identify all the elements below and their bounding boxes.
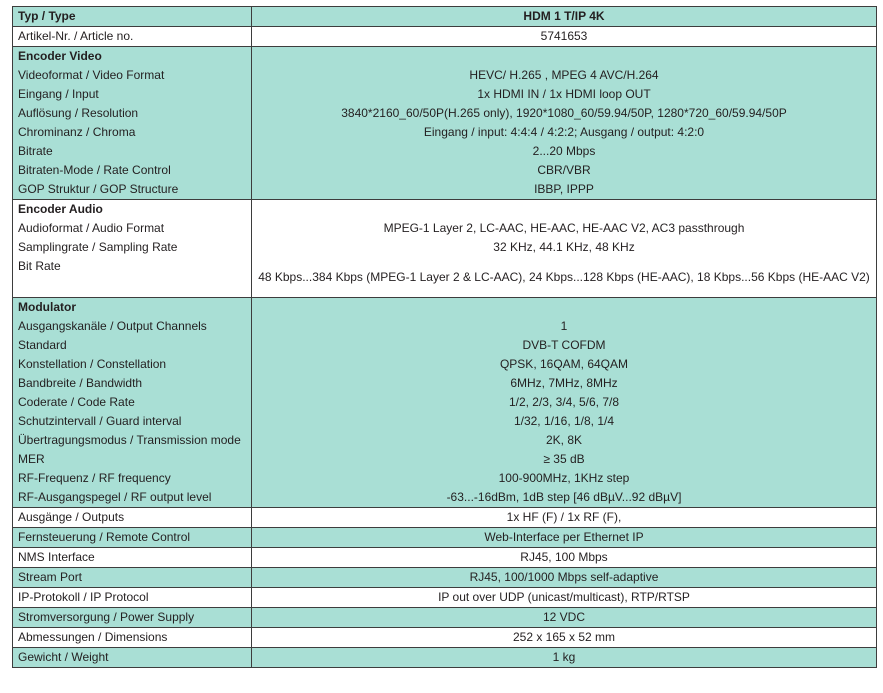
spec-row xyxy=(13,298,877,318)
spec-value xyxy=(252,47,877,67)
spec-label: Ausgänge / Outputs xyxy=(13,508,252,528)
spec-label: Bit Rate xyxy=(13,257,252,298)
spec-label: Chrominanz / Chroma xyxy=(13,123,252,142)
spec-label: Ausgangskanäle / Output Channels xyxy=(13,317,252,336)
spec-value: 1 kg xyxy=(252,648,877,668)
spec-label: Bandbreite / Bandwidth xyxy=(13,374,252,393)
spec-row xyxy=(13,27,877,47)
spec-value: IBBP, IPPP xyxy=(252,180,877,200)
spec-label: Typ / Type xyxy=(13,7,252,27)
spec-value: 5741653 xyxy=(252,27,877,47)
spec-row xyxy=(13,142,877,161)
spec-row xyxy=(13,628,877,648)
spec-row xyxy=(13,588,877,608)
spec-value: -63...-16dBm, 1dB step [46 dBµV...92 dBµV] xyxy=(252,488,877,508)
spec-label: Audioformat / Audio Format xyxy=(13,219,252,238)
spec-row xyxy=(13,257,877,298)
spec-value: 1/32, 1/16, 1/8, 1/4 xyxy=(252,412,877,431)
spec-value: 2K, 8K xyxy=(252,431,877,450)
spec-row xyxy=(13,508,877,528)
spec-value: 6MHz, 7MHz, 8MHz xyxy=(252,374,877,393)
spec-label: GOP Struktur / GOP Structure xyxy=(13,180,252,200)
spec-row xyxy=(13,219,877,238)
spec-value: HDM 1 T/IP 4K xyxy=(252,7,877,27)
spec-value: 1/2, 2/3, 3/4, 5/6, 7/8 xyxy=(252,393,877,412)
spec-value: IP out over UDP (unicast/multicast), RTP/RTSP xyxy=(252,588,877,608)
spec-row xyxy=(13,161,877,180)
spec-table xyxy=(12,6,877,668)
spec-label: Gewicht / Weight xyxy=(13,648,252,668)
spec-row xyxy=(13,450,877,469)
spec-row xyxy=(13,528,877,548)
spec-value: MPEG-1 Layer 2, LC-AAC, HE-AAC, HE-AAC V2, AC3 passthrough xyxy=(252,219,877,238)
spec-label: Encoder Audio xyxy=(13,200,252,220)
spec-value: HEVC/ H.265 , MPEG 4 AVC/H.264 xyxy=(252,66,877,85)
spec-value: DVB-T COFDM xyxy=(252,336,877,355)
spec-label: Auflösung / Resolution xyxy=(13,104,252,123)
spec-label: Encoder Video xyxy=(13,47,252,67)
spec-label: MER xyxy=(13,450,252,469)
spec-label: Bitraten-Mode / Rate Control xyxy=(13,161,252,180)
spec-row xyxy=(13,355,877,374)
spec-row xyxy=(13,431,877,450)
spec-row xyxy=(13,548,877,568)
spec-row xyxy=(13,412,877,431)
spec-label: Coderate / Code Rate xyxy=(13,393,252,412)
spec-row xyxy=(13,200,877,220)
spec-row xyxy=(13,568,877,588)
spec-row xyxy=(13,180,877,200)
spec-row xyxy=(13,336,877,355)
spec-label: Artikel-Nr. / Article no. xyxy=(13,27,252,47)
spec-row xyxy=(13,608,877,628)
spec-table-body xyxy=(13,7,877,668)
spec-label: Modulator xyxy=(13,298,252,318)
spec-value: RJ45, 100/1000 Mbps self-adaptive xyxy=(252,568,877,588)
spec-label: Samplingrate / Sampling Rate xyxy=(13,238,252,257)
spec-value: 48 Kbps...384 Kbps (MPEG-1 Layer 2 & LC-AAC), 24 Kbps...128 Kbps (HE-AAC), 18 Kbps...56 Kbps (HE-AAC V2) xyxy=(252,257,877,298)
spec-label: RF-Ausgangspegel / RF output level xyxy=(13,488,252,508)
spec-row xyxy=(13,85,877,104)
spec-row xyxy=(13,374,877,393)
spec-label: IP-Protokoll / IP Protocol xyxy=(13,588,252,608)
spec-value: Eingang / input: 4:4:4 / 4:2:2; Ausgang / output: 4:2:0 xyxy=(252,123,877,142)
spec-label: Videoformat / Video Format xyxy=(13,66,252,85)
spec-label: Standard xyxy=(13,336,252,355)
spec-value: 32 KHz, 44.1 KHz, 48 KHz xyxy=(252,238,877,257)
spec-label: Fernsteuerung / Remote Control xyxy=(13,528,252,548)
spec-value: RJ45, 100 Mbps xyxy=(252,548,877,568)
spec-row xyxy=(13,393,877,412)
spec-label: Bitrate xyxy=(13,142,252,161)
spec-value: Web-Interface per Ethernet IP xyxy=(252,528,877,548)
spec-label: Abmessungen / Dimensions xyxy=(13,628,252,648)
spec-label: Übertragungsmodus / Transmission mode xyxy=(13,431,252,450)
spec-row xyxy=(13,7,877,27)
spec-value: 3840*2160_60/50P(H.265 only), 1920*1080_60/59.94/50P, 1280*720_60/59.94/50P xyxy=(252,104,877,123)
spec-label: Schutzintervall / Guard interval xyxy=(13,412,252,431)
spec-row xyxy=(13,648,877,668)
spec-value: QPSK, 16QAM, 64QAM xyxy=(252,355,877,374)
spec-row xyxy=(13,123,877,142)
spec-row xyxy=(13,317,877,336)
spec-value: 252 x 165 x 52 mm xyxy=(252,628,877,648)
spec-value: 1 xyxy=(252,317,877,336)
spec-row xyxy=(13,104,877,123)
spec-value: CBR/VBR xyxy=(252,161,877,180)
spec-value: 2...20 Mbps xyxy=(252,142,877,161)
spec-value: 100-900MHz, 1KHz step xyxy=(252,469,877,488)
spec-label: Stromversorgung / Power Supply xyxy=(13,608,252,628)
spec-value xyxy=(252,200,877,220)
spec-row xyxy=(13,238,877,257)
spec-label: Stream Port xyxy=(13,568,252,588)
spec-row xyxy=(13,66,877,85)
spec-label: RF-Frequenz / RF frequency xyxy=(13,469,252,488)
spec-label: Konstellation / Constellation xyxy=(13,355,252,374)
spec-value xyxy=(252,298,877,318)
spec-row xyxy=(13,47,877,67)
spec-value: ≥ 35 dB xyxy=(252,450,877,469)
spec-row xyxy=(13,488,877,508)
spec-value: 1x HDMI IN / 1x HDMI loop OUT xyxy=(252,85,877,104)
spec-label: Eingang / Input xyxy=(13,85,252,104)
spec-value: 12 VDC xyxy=(252,608,877,628)
spec-label: NMS Interface xyxy=(13,548,252,568)
spec-row xyxy=(13,469,877,488)
spec-value: 1x HF (F) / 1x RF (F), xyxy=(252,508,877,528)
